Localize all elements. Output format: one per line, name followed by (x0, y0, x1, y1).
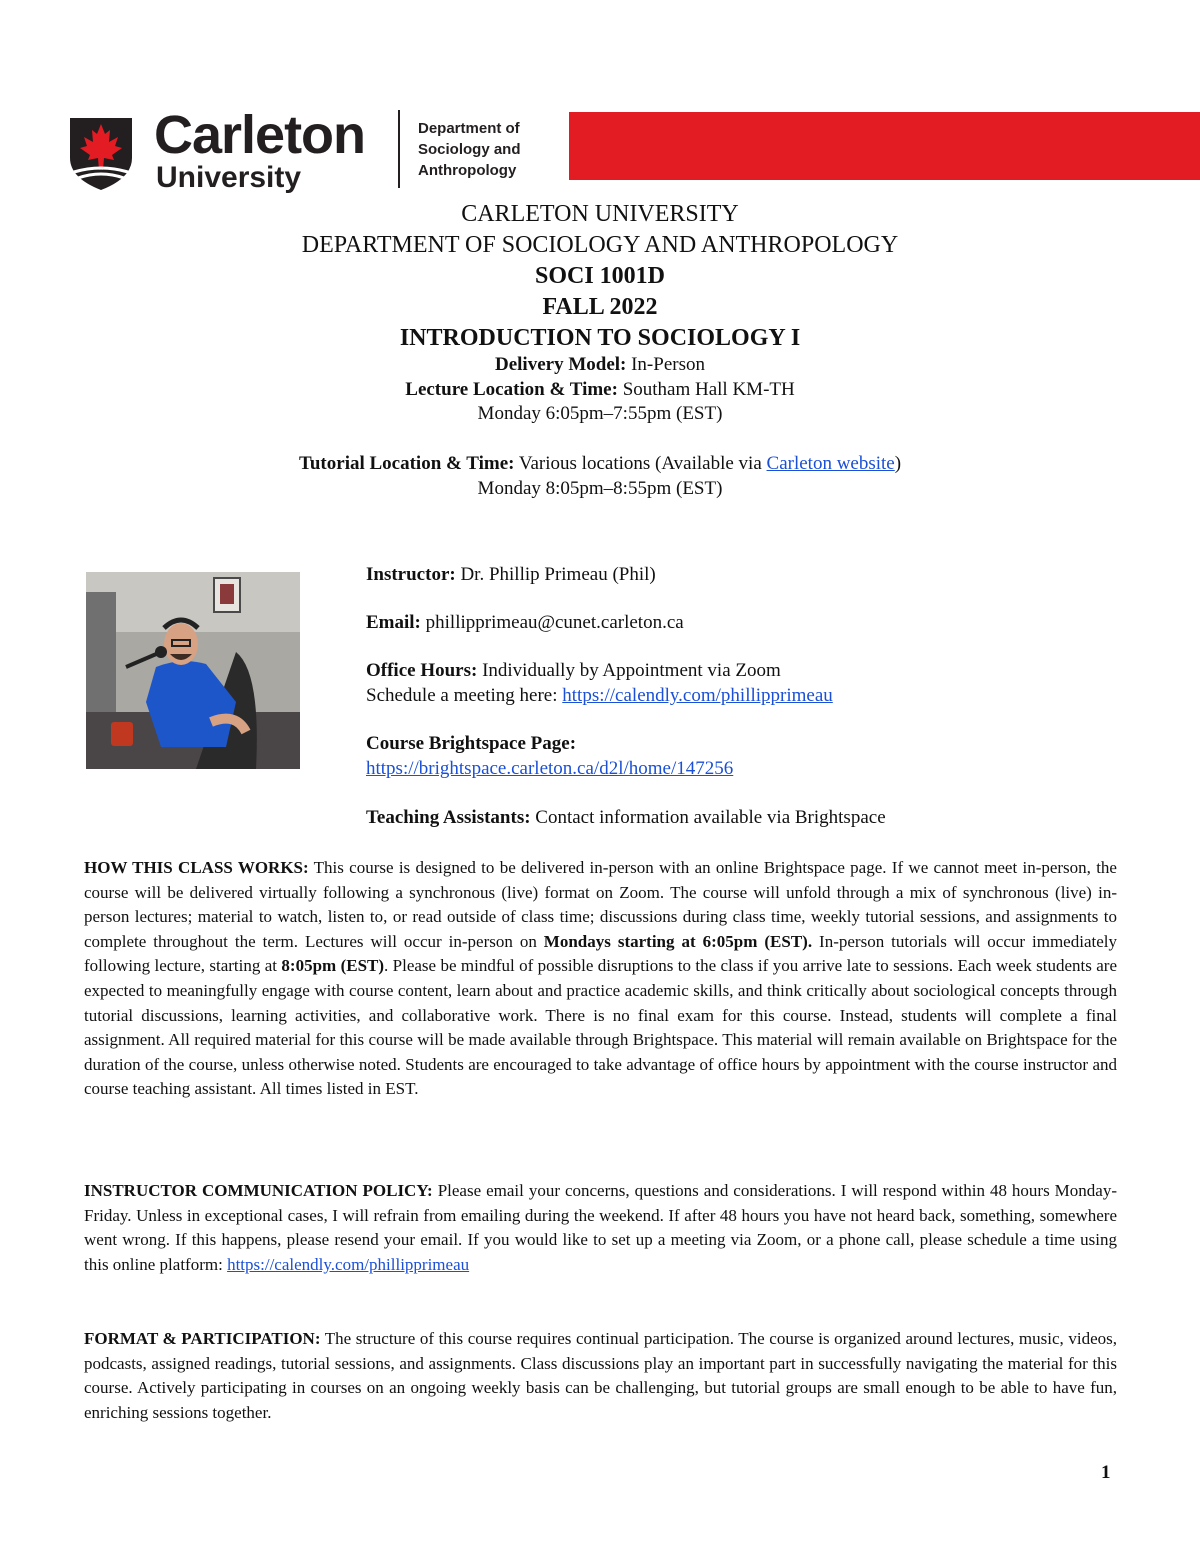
communication-heading: INSTRUCTOR COMMUNICATION POLICY: (84, 1181, 433, 1200)
delivery-label: Delivery Model: (494, 354, 627, 375)
course-code: SOCI 1001D (534, 263, 666, 289)
title-block (0, 199, 1200, 354)
lecture-location (0, 378, 1200, 402)
how-class-works-text-3: . Please be mindful of possible disruptions to the class if you arrive late to sessions. Each week students are expected to meaningfully engage with course content, learn about and practice academic skills, and think critically about sociological concepts through tutorial discussions, learning activities, and collaborative work. There is no final exam for this course. Instead, students will complete a final assignment. All required material for this course will be made available through Brightspace. This material will remain available on Brightspace for the duration of the course, unless otherwise noted. Students are encouraged to take advantage of office hours by appointment with the course instructor and course teaching assistant. All times listed in EST. (84, 956, 1117, 1099)
lecture-value: Southam Hall KM-TH (617, 379, 795, 400)
format-paragraph (84, 1327, 1117, 1425)
page-number: 1 (1101, 1462, 1111, 1483)
how-class-works-bold-2: 8:05pm (EST) (281, 956, 385, 976)
instructor-email (366, 611, 684, 635)
office-hours-label: Office Hours: (366, 660, 478, 681)
delivery-model (0, 353, 1200, 377)
lecture-label: Lecture Location & Time: (405, 379, 618, 400)
schedule-text: Schedule a meeting here: (366, 685, 563, 706)
format-heading: FORMAT & PARTICIPATION: (84, 1329, 321, 1348)
office-hours (366, 659, 781, 683)
logo-name: Carleton (154, 105, 366, 165)
communication-paragraph (84, 1179, 1117, 1277)
delivery-value: In-Person (626, 354, 705, 375)
how-class-works-text-1: This course is designed to be delivered in-person with an online Brightspace page. If we cannot meet in-person, the course will be delivered virtually following a synchronous (live) format on Zoom. The course will unfold through a mix of synchronous (live) in-person lectures; material to watch, listen to, or read outside of class time; discussions during class time, weekly tutorial sessions, and assignments to complete throughout the term. Lectures will occur in-person on (84, 858, 1117, 951)
logo-subtitle: University (156, 161, 302, 194)
term: FALL 2022 (542, 294, 658, 320)
instructor-value: Dr. Phillip Primeau (Phil) (455, 564, 656, 585)
how-class-works-text-2: In-person tutorials will occur immediately following lecture, starting at (84, 931, 1117, 976)
calendly-link[interactable]: https://calendly.com/phillipprimeau (562, 685, 833, 706)
logo-divider (398, 110, 400, 188)
university-title: CARLETON UNIVERSITY (461, 201, 739, 227)
tutorial-time: Monday 8:05pm–8:55pm (EST) (477, 478, 723, 499)
header (68, 105, 1200, 198)
brightspace-heading (366, 732, 576, 756)
how-class-works-bold-1: Mondays starting at 6:05pm (EST). (543, 931, 813, 951)
instructor-name (366, 563, 656, 587)
how-class-works-paragraph (84, 856, 1117, 1102)
header-red-bar (569, 112, 1200, 180)
tutorial-value-end: ) (894, 453, 902, 474)
course-name: INTRODUCTION TO SOCIOLOGY I (399, 325, 801, 351)
ta-value: Contact information available via Brightspace (530, 807, 886, 828)
tutorial-label: Tutorial Location & Time: (298, 453, 515, 474)
brightspace-label: Course Brightspace Page: (366, 733, 577, 754)
maple-leaf-shield-icon (68, 112, 134, 192)
instructor-label: Instructor: (366, 564, 456, 585)
office-hours-value: Individually by Appointment via Zoom (477, 660, 781, 681)
instructor-photo (86, 572, 300, 769)
communication-text: Please email your concerns, questions and considerations. I will respond within 48 hours Monday-Friday. Unless in exceptional cases, I will refrain from emailing during the weekend. If after 48 hours you have not heard back, something, somewhere went wrong. If this happens, please resend your email. If you would like to set up a meeting via Zoom, or a phone call, please schedule a time using this online platform: (84, 1181, 1117, 1274)
ta-label: Teaching Assistants: (366, 807, 531, 828)
email-label: Email: (366, 612, 421, 633)
how-class-works-heading: HOW THIS CLASS WORKS: (84, 858, 309, 877)
brightspace-link[interactable]: https://brightspace.carleton.ca/d2l/home/147256 (366, 758, 734, 779)
brightspace-url (366, 757, 733, 781)
tutorial-location (0, 452, 1200, 476)
communication-calendly-link[interactable]: https://calendly.com/phillipprimeau (227, 1254, 470, 1274)
lecture-time: Monday 6:05pm–7:55pm (EST) (477, 403, 723, 424)
tutorial-value: Various locations (Available via (514, 453, 767, 474)
format-text: The structure of this course requires continual participation. The course is organized around lectures, music, videos, podcasts, assigned readings, tutorial sessions, and assignments. Class discussions play an important part in successfully navigating the material for this course. Actively participating in courses on an ongoing weekly basis can be challenging, but tutorial groups are small enough to be able to have fun, enriching sessions together. (84, 1329, 1117, 1422)
email-value: phillipprimeau@cunet.carleton.ca (420, 612, 684, 633)
logo-department: Department of Sociology and Anthropology (418, 120, 521, 179)
carleton-website-link[interactable]: Carleton website (766, 453, 895, 474)
department-title: DEPARTMENT OF SOCIOLOGY AND ANTHROPOLOGY (301, 232, 899, 258)
schedule-meeting (366, 684, 833, 708)
teaching-assistants (366, 806, 886, 830)
